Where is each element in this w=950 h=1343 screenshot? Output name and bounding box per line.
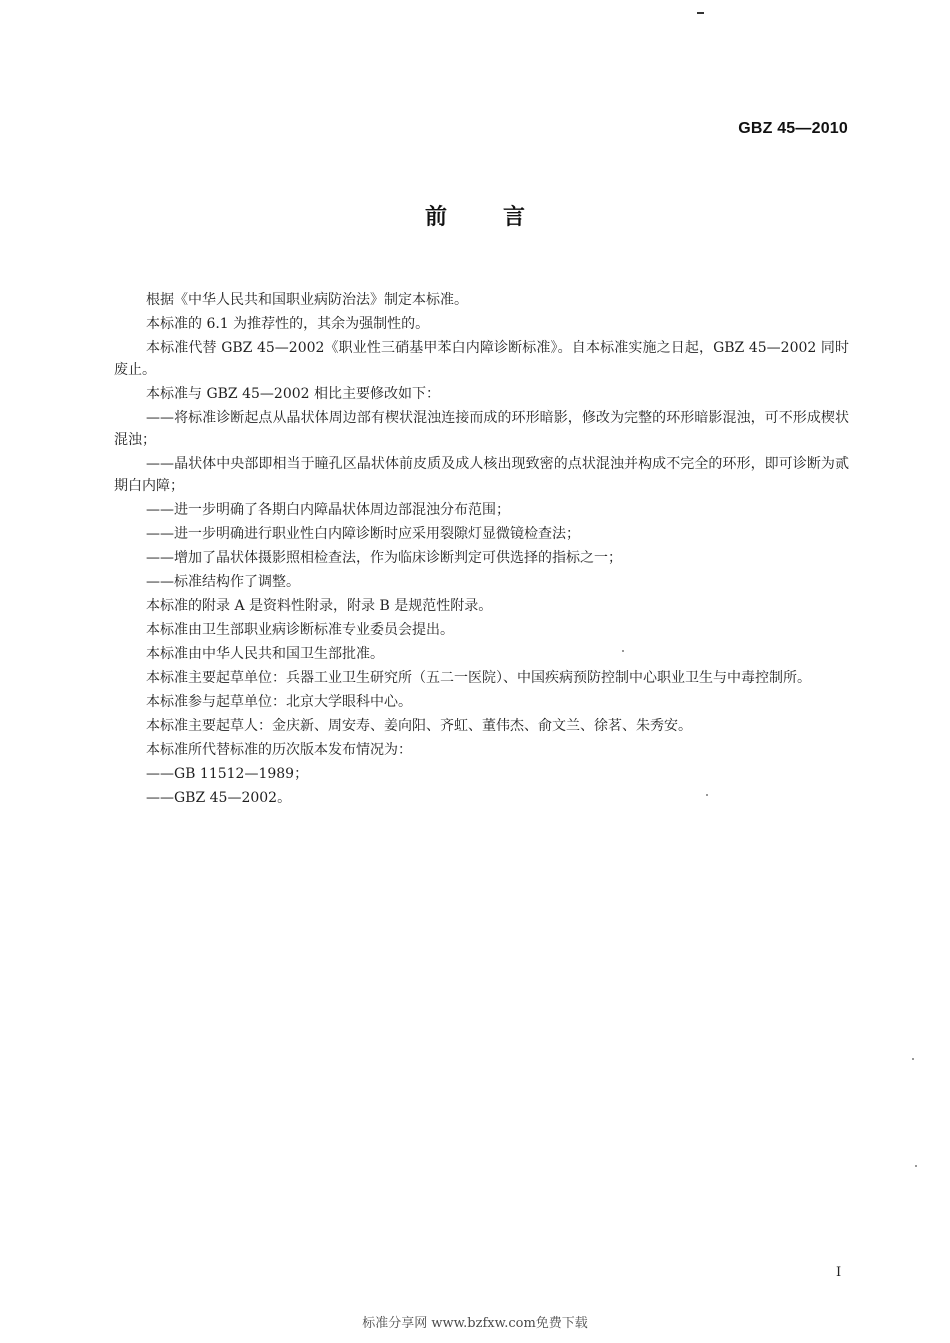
- paragraph: 本标准所代替标准的历次版本发布情况为：: [146, 742, 412, 758]
- scan-speck: [706, 794, 708, 796]
- list-item: ——GBZ 45—2002。: [146, 790, 292, 806]
- page-title: 前言: [424, 205, 581, 230]
- paragraph: 本标准主要起草人：金庆新、周安寿、姜向阳、齐虹、董伟杰、俞文兰、徐茗、朱秀安。: [146, 718, 692, 734]
- paragraph: 本标准由卫生部职业病诊断标准专业委员会提出。: [146, 622, 454, 638]
- paragraph: 本标准代替 GBZ 45—2002《职业性三硝基甲苯白内障诊断标准》。自本标准实施之日起，GBZ 45—2002 同时废止。: [114, 340, 849, 378]
- paragraph: 本标准主要起草单位：兵器工业卫生研究所（五二一医院）、中国疾病预防控制中心职业卫生与中毒控制所。: [146, 670, 811, 686]
- scan-speck: [622, 650, 624, 652]
- list-item: ——将标准诊断起点从晶状体周边部有楔状混浊连接而成的环形暗影，修改为完整的环形暗影混浊，可不形成楔状混浊；: [114, 410, 849, 448]
- list-item: ——增加了晶状体摄影照相检查法，作为临床诊断判定可供选择的指标之一；: [146, 550, 622, 566]
- paragraph: 本标准由中华人民共和国卫生部批准。: [146, 646, 384, 662]
- list-item: ——标准结构作了调整。: [146, 574, 300, 590]
- page-number: I: [836, 1265, 842, 1280]
- paragraph: 根据《中华人民共和国职业病防治法》制定本标准。: [146, 292, 468, 308]
- list-item: ——进一步明确了各期白内障晶状体周边部混浊分布范围；: [146, 502, 510, 518]
- list-item: ——GB 11512—1989；: [146, 766, 309, 782]
- standard-code: GBZ 45—2010: [738, 120, 848, 137]
- paragraph: 本标准参与起草单位：北京大学眼科中心。: [146, 694, 412, 710]
- scan-speck: [912, 1058, 914, 1060]
- list-item: ——晶状体中央部即相当于瞳孔区晶状体前皮质及成人核出现致密的点状混浊并构成不完全的环形，即可诊断为贰期白内障；: [114, 456, 849, 494]
- list-item: ——进一步明确进行职业性白内障诊断时应采用裂隙灯显微镜检查法；: [146, 526, 580, 542]
- paragraph: 本标准的 6.1 为推荐性的，其余为强制性的。: [146, 316, 430, 332]
- preface-body: [114, 289, 849, 811]
- site-watermark: 标准分享网 www.bzfxw.com免费下载: [362, 1316, 588, 1331]
- scan-mark: [697, 12, 704, 14]
- paragraph: 本标准与 GBZ 45—2002 相比主要修改如下：: [146, 386, 440, 402]
- paragraph: 本标准的附录 A 是资料性附录，附录 B 是规范性附录。: [146, 598, 493, 614]
- scan-speck: [915, 1165, 917, 1167]
